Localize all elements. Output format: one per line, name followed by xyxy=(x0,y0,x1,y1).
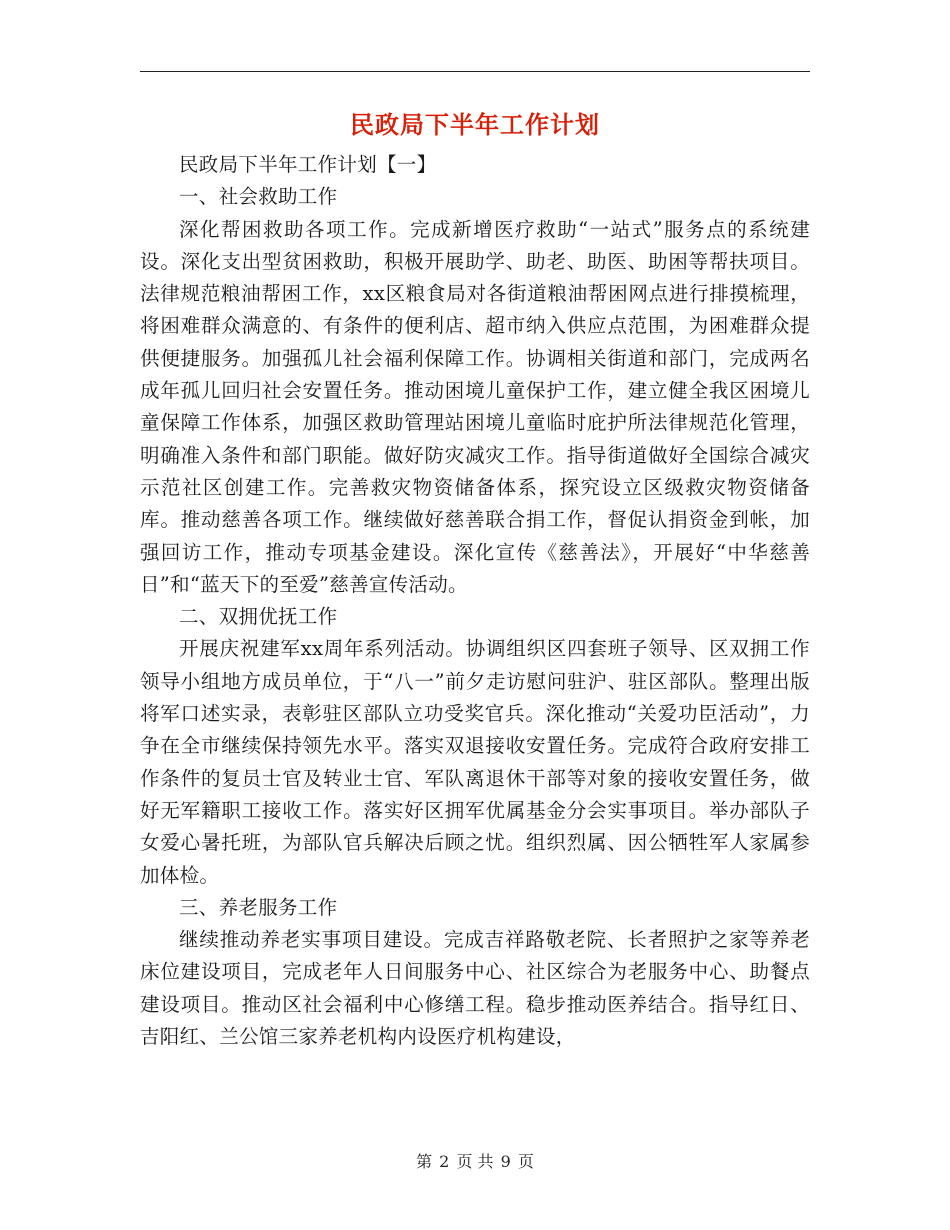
section-body-military-support: 开展庆祝建军xx周年系列活动。协调组织区四套班子领导、区双拥工作领导小组地方成员单位，于“八一”前夕走访慰问驻沪、驻区部队。整理出版将军口述实录，表彰驻区部队立功受奖官兵。深化推动“关爱功臣活动”，力争在全市继续保持领先水平。落实双退接收安置任务。完成符合政府安排工作条件的复员士官及转业士官、军队离退休干部等对象的接收安置任务，做好无军籍职工接收工作。落实好区拥军优属基金分会实事项目。举办部队子女爱心暑托班，为部队官兵解决后顾之忧。组织烈属、因公牺牲军人家属参加体检。 xyxy=(140,637,810,887)
section-heading-social-aid: 一、社会救助工作 xyxy=(179,185,338,209)
section-heading-elderly-care: 三、养老服务工作 xyxy=(179,895,338,919)
document-title: 民政局下半年工作计划 xyxy=(350,110,600,139)
footer-prefix: 第 xyxy=(416,1152,433,1171)
footer-suffix: 页 xyxy=(517,1152,534,1171)
footer-total-pages: 9 xyxy=(500,1152,511,1171)
footer-mid: 页 共 xyxy=(456,1152,494,1171)
section-heading-military-support: 二、双拥优抚工作 xyxy=(179,605,338,629)
document-subtitle: 民政局下半年工作计划【一】 xyxy=(179,153,437,176)
section-body-elderly-care: 继续推动养老实事项目建设。完成吉祥路敬老院、长者照护之家等养老床位建设项目，完成老年人日间服务中心、社区综合为老服务中心、助餐点建设项目。推动区社会福利中心修缮工程。稳步推动医养结合。指导红日、吉阳红、兰公馆三家养老机构内设医疗机构建设， xyxy=(140,928,810,1049)
page-footer xyxy=(140,1150,810,1174)
footer-current-page: 2 xyxy=(439,1152,450,1171)
header-rule xyxy=(140,71,810,72)
section-body-social-aid: 深化帮困救助各项工作。完成新增医疗救助“一站式”服务点的系统建设。深化支出型贫困救助，积极开展助学、助老、助医、助困等帮扶项目。法律规范粮油帮困工作，xx区粮食局对各街道粮油帮困网点进行排摸梳理，将困难群众满意的、有条件的便利店、超市纳入供应点范围，为困难群众提供便捷服务。加强孤儿社会福利保障工作。协调相关街道和部门，完成两名成年孤儿回归社会安置任务。推动困境儿童保护工作，建立健全我区困境儿童保障工作体系，加强区救助管理站困境儿童临时庇护所法律规范化管理，明确准入条件和部门职能。做好防灾减灾工作。指导街道做好全国综合减灾示范社区创建工作。完善救灾物资储备体系，探究设立区级救灾物资储备库。推动慈善各项工作。继续做好慈善联合捐工作，督促认捐资金到帐，加强回访工作，推动专项基金建设。深化宣传《慈善法》，开展好“中华慈善日”和“蓝天下的至爱”慈善宣传活动。 xyxy=(140,217,810,596)
document-body xyxy=(140,149,810,1053)
